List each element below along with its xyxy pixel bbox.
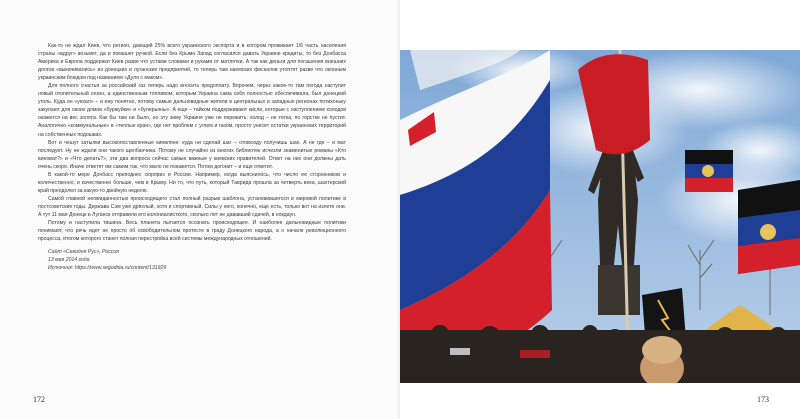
paragraph: Потому и наступила тишина. Весь планета пытается осознать происходящее. И наиболее дальновидные политики понимают, что речь идет не просто об освободительном протесте в граду Донецкого народа, а о начале революционного процесса, итогом которого станет полная перестройка всей системы международных отношений.	[38, 220, 346, 243]
dnr-flag-1	[685, 150, 733, 192]
page-number-right: 173	[757, 395, 769, 404]
article-body	[38, 42, 346, 272]
paragraph: Вот и чешут затылки высокопоставленные киевляне: куда ни сделай шаг – отовсюду получишь шах. А не где – и мат последует. Ну не ждали они такого щелбанчика. Потому не случайно из многих библиотек исчезли знаменитые романы «Кто виноват?» и «Что делать?», эти два вопроса сейчас самые важные у киевских правителей. Ответ на них они должны дать очень скоро. Иначе ответят им самим так, что мало не покажется. Потом догонит – и еще ответит.	[38, 139, 346, 170]
source-site: Сайт «Секодня Рус», Россия	[48, 249, 120, 256]
paragraph: Самой главной неожиданностью происходящего стал полный разрыв шаблона, установившегося в мировой политике в постсоветские годы. Держава Сэм уже дряхлый, хотя и спортивный. Силы у него, конечно, еще есть, только вот на излете они. А тут 11 мая Донецк и Луганск отправили его колониалисткого, сколько лет не дававший сдачей, в нокдаун.	[38, 195, 346, 218]
source-url: Источник: https://www.segodnia.ru/content/131929	[48, 265, 167, 272]
left-page	[0, 0, 399, 419]
paragraph: В какой-то мере Донбасс преподнес сюрприз и России. Например, когда выяснилось, что число ее сторонников и количественно, и качественно больше, чем в Крыму. Ни то, что путь, который Таврида прошла за четверть века, шахтерский край преодолел за какую-то двойную неделю.	[38, 171, 346, 194]
paragraph: Как-то не ждал Киев, что регион, дающий 25% всего украинского экспорта и в котором проживает 1/6 часть населения страны «вдруг» возьмет, да и помашет ручкой. Если без Крыма Запад согласился давать Украине кредиты, то без Донбасса Америка и Европа поддержат Киев разве что устами словами и руками от матлятки. А так как деньги для погашения внешних долгов «выкачивались» из донецких и луганских предприятий, то теперь там наемских фискалов утоптят разве что оконным украинским блюдом под названием «Дуля с маком».	[38, 43, 346, 82]
statue-pedestal	[598, 265, 640, 315]
rally-photo	[400, 50, 800, 383]
paragraph: Для полного счастья за российский газ теперь надо вносить предоплату. Впрочем, через какое-то там погода наступит новый отопительный сезон, а единственным топливом, которым Украина сама себя полностью обеспечивала, был донецкий уголь. Куда он «уехал» – и ежу понятно, потому самые дальновидные жители в центральных и западных регионах потихоньку закупают для своих домов «буржуйки» и «булерьяны». А еще – тайком поддерживают кисле, которые с наступлением холодов окажется на вес золота. Как бы там ни было, но эту зиму Украине уже не пережить: холод – не тетка, по горстке не пустит. Аналогично «коммунальные» в «теплые края», где нет проблем с углем и газом, просто унесет остатки украинских территорий на собственных подошвах.	[38, 83, 346, 138]
page-number-left: 172	[33, 395, 45, 404]
source-citation	[38, 248, 346, 272]
source-date: 13 мая 2014 года	[48, 257, 90, 264]
dnr-flag-2	[738, 180, 800, 274]
